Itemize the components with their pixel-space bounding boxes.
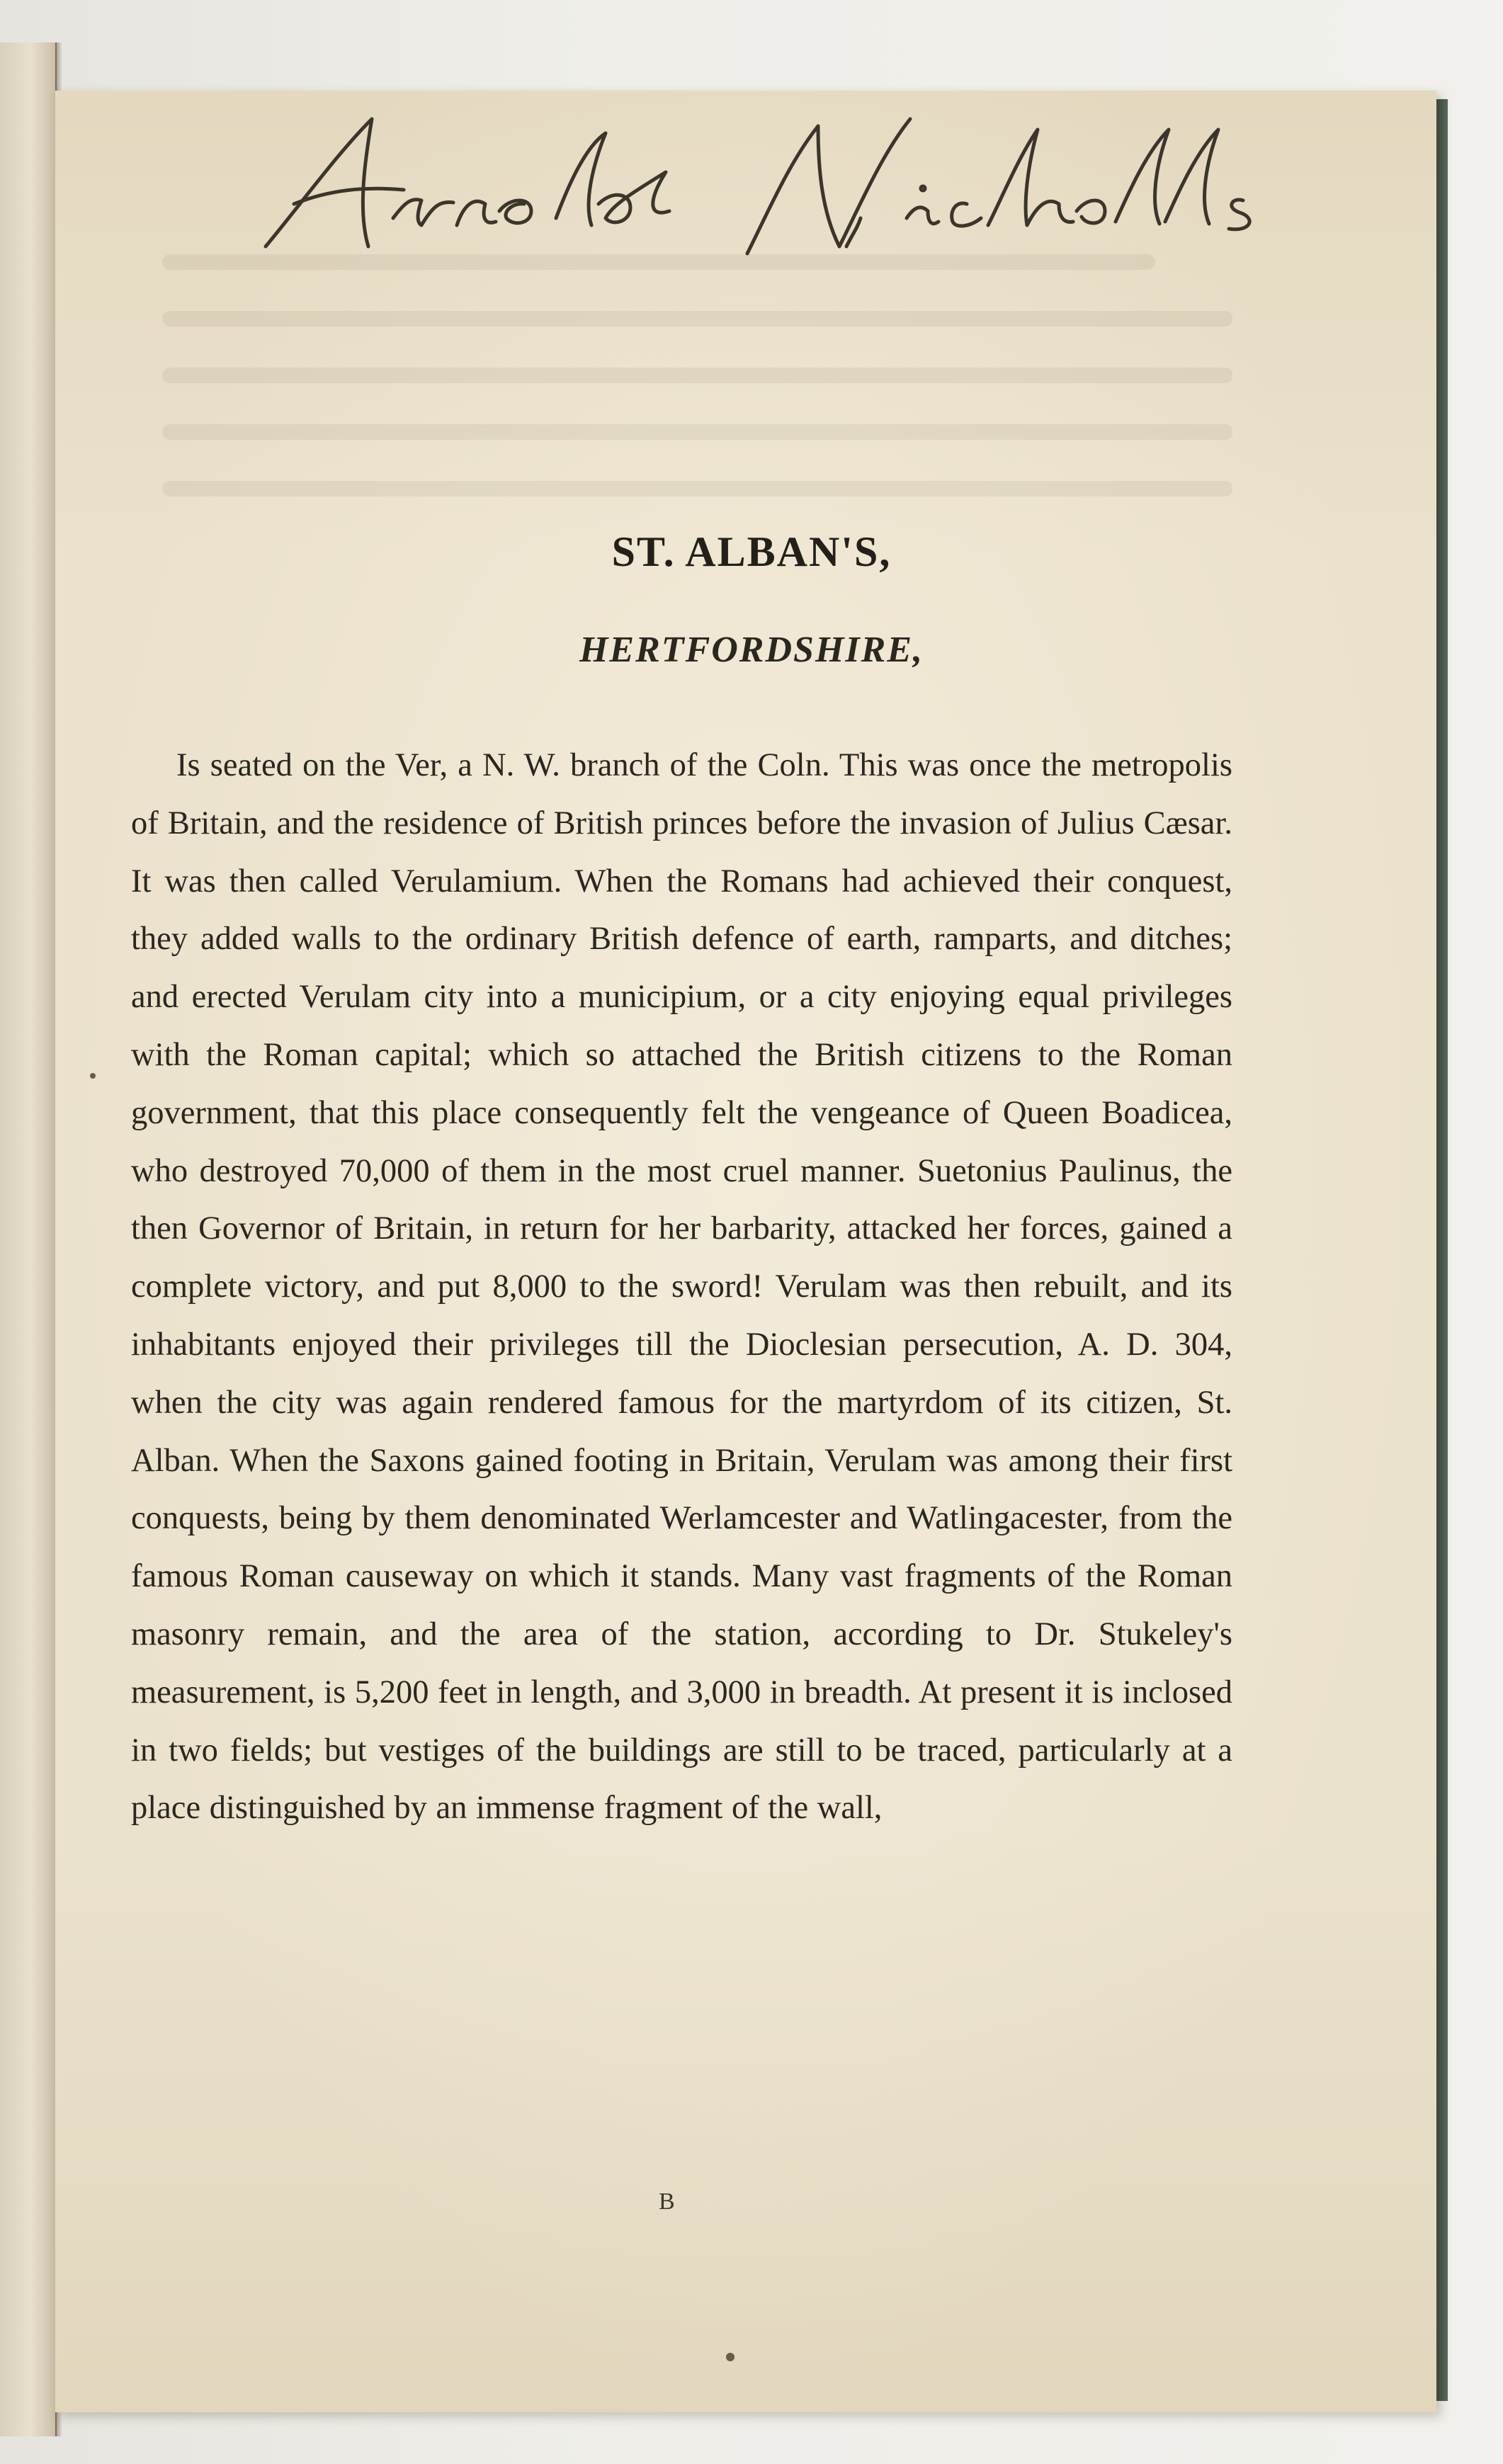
printer-signature-mark: B xyxy=(659,2188,675,2215)
page-subtitle: HERTFORDSHIRE, xyxy=(579,630,924,670)
page-blemish xyxy=(726,2353,735,2361)
handwritten-signature xyxy=(251,105,1314,282)
page-blemish xyxy=(90,1073,96,1079)
body-paragraph: Is seated on the Ver, a N. W. branch of the Coln. This was once the metropolis of Britain, and the residence of British princes before the invasion of Julius Cæsar. It was then called Verulamium. When the Romans had achieved their conquest, they added walls to the ordinary British defence of earth, ramparts, and ditches; and erected Verulam city into a municipium, or a city enjoying equal privileges with the Roman capital; which so attached the British citizens to the Roman government, that this place consequently felt the vengeance of Queen Boadicea, who destroyed 70,000 of them in the most cruel manner. Suetonius Paulinus, the then Governor of Britain, in return for her barbarity, attacked her forces, gained a complete victory, and put 8,000 to the sword! Verulam was then rebuilt, and its inhabitants enjoyed their privileges till the Dioclesian persecution, A. D. 304, when the city was again rendered famous for the martyrdom of its citizen, St. Alban. When the Saxons gained footing in Britain, Verulam was among their first conquests, being by them denominated Werlamcester and Watlingacester, from the famous Roman causeway on which it stands. Many vast fragments of the Roman masonry remain, and the area of the station, according to Dr. Stukeley's measurement, is 5,200 feet in length, and 3,000 in breadth. At present it is inclosed in two fields; but vestiges of the buildings are still to be traced, particularly at a place distinguished by an immense fragment of the wall, xyxy=(131,747,1232,1827)
facing-page-edge xyxy=(0,42,57,2436)
page-title: ST. ALBAN'S, xyxy=(611,528,892,575)
book-cover-edge xyxy=(1436,99,1448,2401)
